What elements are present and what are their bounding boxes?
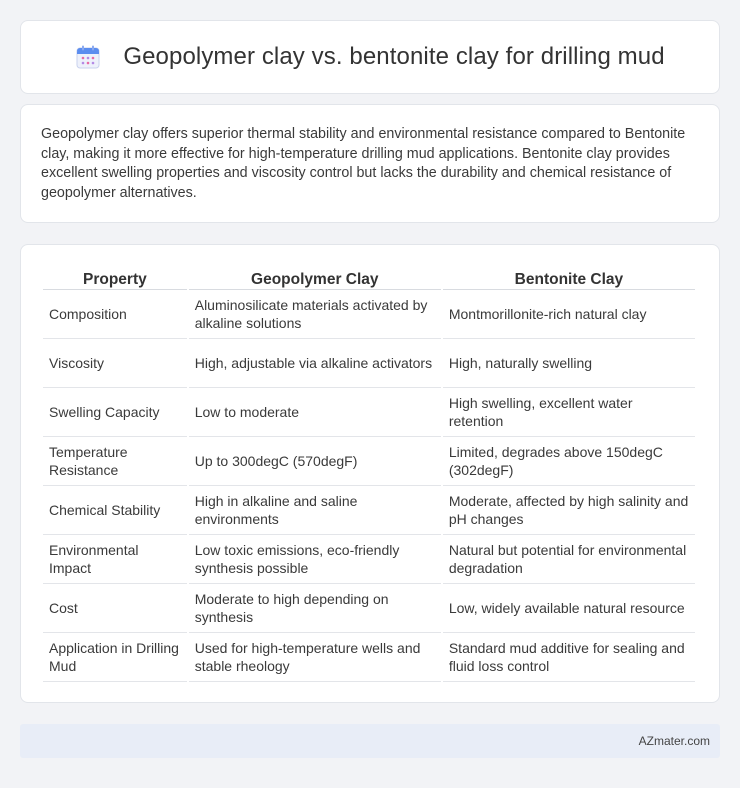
table-row [43,339,695,388]
table-row [43,486,695,535]
comparison-table [41,265,697,682]
table-row [43,388,695,437]
header-bentonite: Bentonite Clay [443,265,695,290]
header-property: Property [43,265,187,290]
table-row [43,633,695,682]
cell-bentonite: Montmorillonite-rich natural clay [443,290,695,339]
cell-geopolymer: Low to moderate [189,388,441,437]
header-geopolymer: Geopolymer Clay [189,265,441,290]
table-header-row [43,265,695,290]
summary-card [20,104,720,223]
table-row [43,437,695,486]
comparison-table-card [20,244,720,703]
footer [20,724,720,758]
cell-bentonite: Moderate, affected by high salinity and pH changes [443,486,695,535]
footer-source: AZmater.com [638,734,710,748]
cell-bentonite: Limited, degrades above 150degC (302degF) [443,437,695,486]
cell-geopolymer: Used for high-temperature wells and stable rheology [189,633,441,682]
table-row [43,535,695,584]
table-row [43,290,695,339]
cell-bentonite: Natural but potential for environmental degradation [443,535,695,584]
cell-property: Chemical Stability [43,486,187,535]
cell-property: Cost [43,584,187,633]
cell-geopolymer: Aluminosilicate materials activated by alkaline solutions [189,290,441,339]
cell-property: Environmental Impact [43,535,187,584]
table-row [43,584,695,633]
cell-property: Composition [43,290,187,339]
cell-geopolymer: Moderate to high depending on synthesis [189,584,441,633]
cell-property: Temperature Resistance [43,437,187,486]
page-title: Geopolymer clay vs. bentonite clay for drilling mud [123,43,665,70]
calendar-icon [75,44,101,70]
cell-geopolymer: High, adjustable via alkaline activators [189,339,441,388]
cell-geopolymer: Low toxic emissions, eco-friendly synthesis possible [189,535,441,584]
cell-property: Application in Drilling Mud [43,633,187,682]
cell-geopolymer: Up to 300degC (570degF) [189,437,441,486]
cell-property: Viscosity [43,339,187,388]
title-card [20,20,720,94]
cell-bentonite: High, naturally swelling [443,339,695,388]
cell-bentonite: Standard mud additive for sealing and fluid loss control [443,633,695,682]
cell-bentonite: High swelling, excellent water retention [443,388,695,437]
cell-geopolymer: High in alkaline and saline environments [189,486,441,535]
summary-text: Geopolymer clay offers superior thermal stability and environmental resistance compared to Bentonite clay, making it more effective for high-temperature drilling mud applications. Bentonite clay provides excellent swelling properties and viscosity control but lacks the durability and chemical resistance of geopolymer alternatives. [41,126,686,201]
cell-bentonite: Low, widely available natural resource [443,584,695,633]
cell-property: Swelling Capacity [43,388,187,437]
